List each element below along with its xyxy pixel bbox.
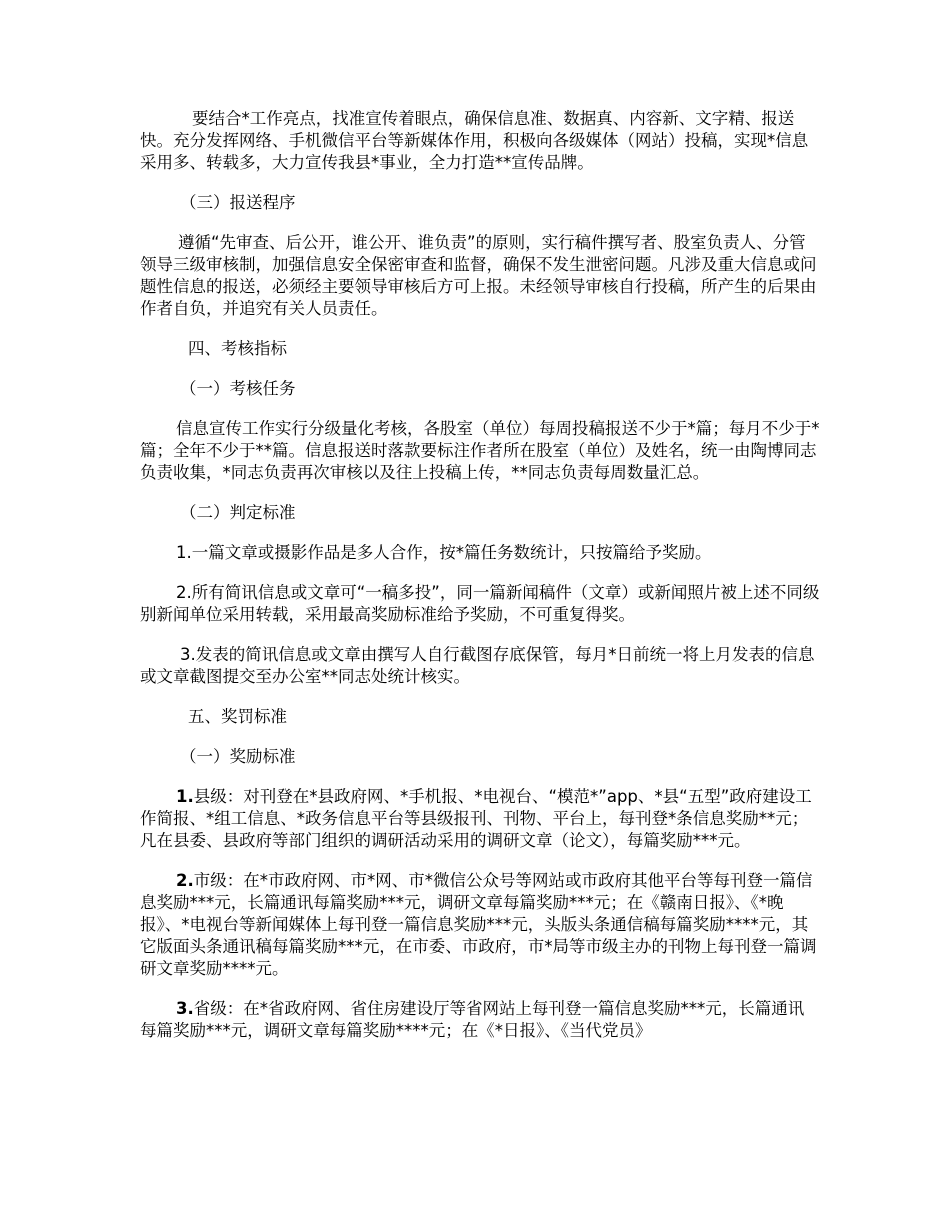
heading-criteria: （二）判定标准 xyxy=(180,503,296,522)
paragraph-reward-county xyxy=(140,786,820,852)
paragraph-reward-city xyxy=(140,870,820,980)
paragraph-intro: 要结合*工作亮点，找准宣传着眼点，确保信息准、数据真、内容新、文字精、报送快。充分发挥网络、手机微信平台等新媒体作用，积极向各级媒体（网站）投稿，实现*信息采用多、转载多，大力宣传我县*事业，全力打造**宣传品牌。 xyxy=(140,109,809,172)
heading-reward: （一）奖励标准 xyxy=(180,747,296,766)
paragraph-reward-province xyxy=(140,998,820,1042)
reward-city-text: 市级：在*市政府网、市*网、市*微信公众号等网站或市政府其他平台等每刊登一篇信息奖励***元，长篇通讯每篇奖励***元，调研文章每篇奖励***元；在《赣南日报》、《*晚报》、*电视台等新闻媒体上每刊登一篇信息奖励***元，头版头条通信稿每篇奖励****元，其它版面头条通讯稿每篇奖励***元，在市委、市政府，市*局等市级主办的刊物上每刊登一篇调研文章奖励****元。 xyxy=(140,871,817,978)
heading-procedure: （三）报送程序 xyxy=(180,193,296,212)
paragraph-procedure: 遵循“先审查、后公开，谁公开、谁负责”的原则，实行稿件撰写者、股室负责人、分管领导三级审核制，加强信息安全保密审查和监督，确保不发生泄密问题。凡涉及重大信息或问题性信息的报送，必须经主要领导审核后方可上报。未经领导审核自行投稿，所产生的后果由作者自负，并追究有关人员责任。 xyxy=(140,233,817,318)
reward-city-number: 2. xyxy=(176,871,194,890)
paragraph-task: 信息宣传工作实行分级量化考核，各股室（单位）每周投稿报送不少于*篇；每月不少于*篇；全年不少于**篇。信息报送时落款要标注作者所在股室（单位）及姓名，统一由陶博同志负责收集，*同志负责再次审核以及往上投稿上传，**同志负责每周数量汇总。 xyxy=(140,419,820,482)
reward-province-text: 省级：在*省政府网、省住房建设厅等省网站上每刊登一篇信息奖励***元，长篇通讯每篇奖励***元，调研文章每篇奖励****元；在《*日报》、《当代党员》 xyxy=(140,999,805,1040)
reward-province-number: 3. xyxy=(176,999,194,1018)
heading-section-5: 五、奖罚标准 xyxy=(188,707,287,726)
reward-county-number: 1. xyxy=(176,787,194,806)
document-body xyxy=(140,108,820,1060)
paragraph-criteria-3: 3.发表的简讯信息或文章由撰写人自行截图存底保管，每月*日前统一将上月发表的信息或文章截图提交至办公室**同志处统计核实。 xyxy=(140,645,815,686)
heading-section-4: 四、考核指标 xyxy=(188,339,287,358)
heading-task: （一）考核任务 xyxy=(180,379,296,398)
paragraph-criteria-1: 1.一篇文章或摄影作品是多人合作，按*篇任务数统计，只按篇给予奖励。 xyxy=(176,543,712,562)
reward-county-text: 县级：对刊登在*县政府网、*手机报、*电视台、“模范*”app、*县“五型”政府建设工作简报、*组工信息、*政务信息平台等县级报刊、刊物、平台上，每刊登*条信息奖励**元；凡在县委、县政府等部门组织的调研活动采用的调研文章（论文），每篇奖励***元。 xyxy=(140,787,812,850)
paragraph-criteria-2: 2.所有简讯信息或文章可“一稿多投”，同一篇新闻稿件（文章）或新闻照片被上述不同级别新闻单位采用转载，采用最高奖励标准给予奖励，不可重复得奖。 xyxy=(140,583,820,624)
